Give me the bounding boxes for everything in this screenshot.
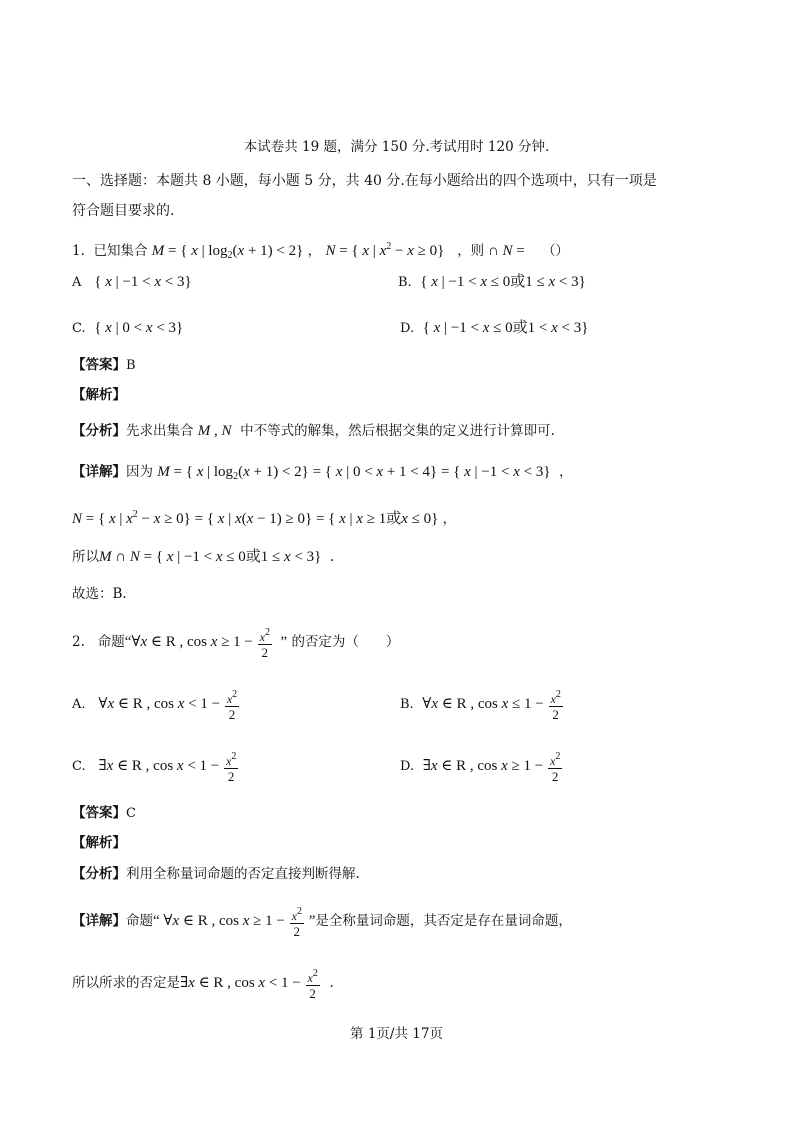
q1-set-m: M = { x | $\log_2(x + 1) < 2$}: [151, 243, 304, 261]
q1-stem: 1. 已知集合 M = { x | $\log_2(x + 1) < 2$} ， N = { x | $x^2 - x \ge 0$} ，则 ∩ N = （）: [72, 241, 569, 261]
q2-fenxi: 【分析】利用全称量词命题的否定直接判断得解.: [72, 866, 360, 882]
q2-conclusion: 所以所求的否定是∃x ∈ R , cos x < 1 − $\frac{x^2}{2}$ .: [72, 967, 334, 1001]
q2-option-b: B. ∀x ∈ R , cos x ≤ 1 − $\frac{x^2}{2}$: [400, 688, 561, 722]
q2-number: 2.: [72, 634, 85, 650]
q2-fraction: $\frac{x^2}{2}$: [259, 626, 270, 660]
q1-option-d: D. { x | −1 < x ≤ 0或1 < x < 3}: [400, 320, 589, 336]
q1-sep: ，: [307, 243, 322, 259]
q1-option-b: B. { x | −1 < x ≤ 0或1 ≤ x < 3}: [398, 274, 586, 290]
q1-number: 1.: [72, 243, 85, 259]
q1-detail-n: N = { x | $x^2 - x \ge 0$} = { x | x(x − 1) ≥ 0} = { x | x ≥ 1或x ≤ 0} ，: [72, 509, 457, 527]
q2-analysis-tag: 【解析】: [72, 835, 126, 851]
q2-option-d: D. ∃x ∈ R , cos x ≥ 1 − $\frac{x^2}{2}$: [400, 750, 561, 784]
q1-conclusion: 所以M ∩ N = { x | −1 < x ≤ 0或1 ≤ x < 3} .: [72, 549, 335, 565]
q1-choice: 故选：B.: [72, 586, 127, 602]
q1-analysis-tag: 【解析】: [72, 387, 126, 403]
q2-option-a: A. ∀x ∈ R , cos x < 1 − $\frac{x^2}{2}$: [72, 688, 238, 722]
q1-stem-prefix: 已知集合: [93, 243, 148, 259]
q1-answer: 【答案】B: [72, 357, 136, 373]
q2-stem: 2. 命题“∀x ∈ R , cos x ≥ 1 − $\frac{x^2}{2}$ ” 的否定为（ ）: [72, 626, 400, 660]
q1-option-a: A { x | −1 < x < 3}: [72, 274, 192, 290]
q1-fenxi: 【分析】先求出集合 M , N 中不等式的解集，然后根据交集的定义进行计算即可.: [72, 423, 555, 439]
section-title-line1: 一、选择题：本题共 8 小题，每小题 5 分，共 40 分.在每小题给出的四个选项中，只有一项是: [72, 173, 657, 189]
q1-option-c: C. { x | 0 < x < 3}: [72, 320, 184, 336]
q1-stem-suffix: ，则: [457, 243, 485, 259]
q2-detail: 【详解】命题“ ∀x ∈ R , cos x ≥ 1 − $\frac{x^2}{2}$ ”是全称量词命题，其否定是存在量词命题，: [72, 905, 572, 939]
q2-option-c: C. ∃x ∈ R , cos x < 1 − $\frac{x^2}{2}$: [72, 750, 237, 784]
q2-answer: 【答案】C: [72, 805, 136, 821]
section-title-line2: 符合题目要求的.: [72, 203, 175, 219]
q1-detail: 【详解】因为 M = { x | $\log_2(x + 1) < 2$} = { x | 0 < x + 1 < 4} = { x | −1 < x < 3} ，: [72, 464, 573, 482]
exam-info: 本试卷共 19 题，满分 150 分.考试用时 120 分钟.: [243, 139, 550, 155]
q1-paren: （）: [541, 243, 569, 259]
q1-set-n: N = { x | $x^2 - x \ge 0$}: [325, 241, 445, 259]
page-footer: 第 1页/共 17页: [350, 1026, 443, 1042]
